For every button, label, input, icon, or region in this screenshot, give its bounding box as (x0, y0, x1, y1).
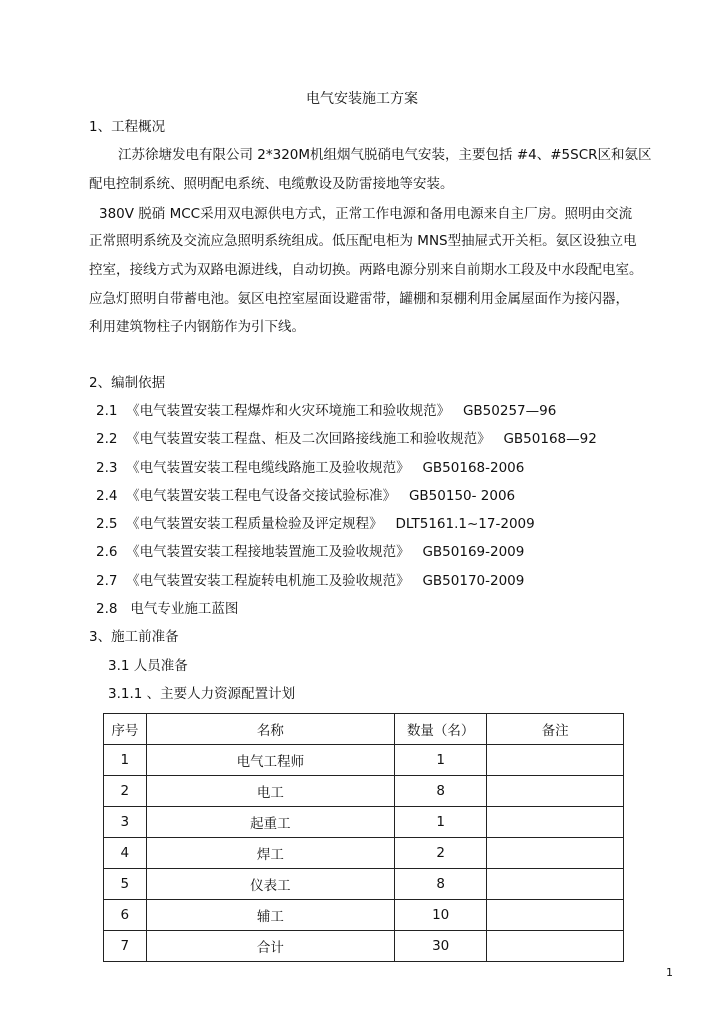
table-row (104, 900, 624, 931)
standard-name: 《电气装置安装工程电缆线路施工及验收规范》 (126, 460, 410, 476)
cell-quantity: 30 (394, 931, 486, 962)
standard-number: 2.1 (96, 403, 118, 419)
table-row (104, 931, 624, 962)
overview-paragraph-1-line-2: 配电控制系统、照明配电系统、电缆敷设及防雷接地等安装。 (89, 176, 454, 192)
subsection-3-1-heading: 3.1 人员准备 (108, 658, 188, 674)
standard-name: 《电气装置安装工程旋转电机施工及验收规范》 (126, 573, 410, 589)
standard-number: 2.3 (96, 460, 118, 476)
standard-number: 2.8 (96, 601, 118, 617)
standard-code: GB50168-2006 (422, 460, 525, 476)
cell-name: 电工 (146, 776, 394, 807)
standard-code: GB50170-2009 (422, 573, 525, 589)
standard-item (96, 572, 524, 590)
standard-item (96, 487, 515, 505)
cell-remarks (487, 807, 624, 838)
table-row (104, 745, 624, 776)
cell-remarks (487, 931, 624, 962)
column-header-seq: 序号 (104, 714, 147, 745)
document-title: 电气安装施工方案 (306, 91, 418, 107)
cell-name: 起重工 (146, 807, 394, 838)
cell-name: 合计 (146, 931, 394, 962)
table-row (104, 776, 624, 807)
cell-quantity: 2 (394, 838, 486, 869)
overview-paragraph-2-line-3: 控室，接线方式为双路电源进线，自动切换。两路电源分别来自前期水工段及中水段配电室。 (89, 262, 643, 278)
standard-code: GB50169-2009 (422, 544, 525, 560)
standard-code: DLT5161.1~17-2009 (395, 516, 535, 532)
standard-number: 2.5 (96, 516, 118, 532)
cell-quantity: 1 (394, 807, 486, 838)
cell-quantity: 10 (394, 900, 486, 931)
standard-item (96, 402, 556, 420)
standard-number: 2.4 (96, 488, 118, 504)
cell-name: 辅工 (146, 900, 394, 931)
cell-remarks (487, 900, 624, 931)
column-header-name: 名称 (146, 714, 394, 745)
standard-name: 《电气装置安装工程盘、柜及二次回路接线施工和验收规范》 (126, 431, 491, 447)
standard-number: 2.6 (96, 544, 118, 560)
column-header-remarks: 备注 (487, 714, 624, 745)
standard-item (96, 600, 238, 618)
standard-item (96, 459, 524, 477)
cell-remarks (487, 838, 624, 869)
page-number: 1 (666, 966, 673, 979)
table-header-row (104, 714, 624, 745)
cell-quantity: 8 (394, 776, 486, 807)
standard-code: GB50257—96 (462, 403, 557, 419)
cell-name: 电气工程师 (146, 745, 394, 776)
standard-name: 《电气装置安装工程电气设备交接试验标准》 (126, 488, 397, 504)
subsection-3-1-1-heading: 3.1.1 、主要人力资源配置计划 (108, 686, 296, 702)
overview-paragraph-1-line-1: 江苏徐塘发电有限公司 2*320M机组烟气脱硝电气安装，主要包括 #4、#5SCR区和氨区 (118, 147, 652, 163)
section-2-heading: 2、编制依据 (89, 375, 166, 391)
cell-seq: 2 (104, 776, 147, 807)
cell-seq: 7 (104, 931, 147, 962)
standard-name: 电气专业施工蓝图 (130, 601, 239, 617)
cell-seq: 4 (104, 838, 147, 869)
cell-remarks (487, 745, 624, 776)
cell-quantity: 8 (394, 869, 486, 900)
overview-paragraph-2-line-4: 应急灯照明自带蓄电池。氨区电控室屋面设避雷带，罐棚和泵棚利用金属屋面作为接闪器， (89, 291, 629, 307)
cell-remarks (487, 776, 624, 807)
standard-number: 2.7 (96, 573, 118, 589)
standard-item (96, 430, 597, 448)
cell-name: 焊工 (146, 838, 394, 869)
overview-paragraph-2-line-2: 正常照明系统及交流应急照明系统组成。低压配电柜为 MNS型抽屉式开关柜。氨区设独立电 (89, 233, 637, 249)
standard-item (96, 515, 535, 533)
table-row (104, 869, 624, 900)
standard-name: 《电气装置安装工程质量检验及评定规程》 (126, 516, 383, 532)
cell-seq: 6 (104, 900, 147, 931)
standard-name: 《电气装置安装工程接地装置施工及验收规范》 (126, 544, 410, 560)
cell-seq: 3 (104, 807, 147, 838)
cell-remarks (487, 869, 624, 900)
table-row (104, 838, 624, 869)
cell-quantity: 1 (394, 745, 486, 776)
overview-paragraph-2-line-5: 利用建筑物柱子内钢筋作为引下线。 (89, 319, 305, 335)
staffing-plan-table (103, 713, 624, 962)
column-header-quantity: 数量（名） (394, 714, 486, 745)
cell-seq: 5 (104, 869, 147, 900)
standard-name: 《电气装置安装工程爆炸和火灾环境施工和验收规范》 (126, 403, 451, 419)
cell-name: 仪表工 (146, 869, 394, 900)
standard-code: GB50168—92 (503, 431, 597, 447)
section-3-heading: 3、施工前准备 (89, 629, 179, 645)
standard-item (96, 543, 524, 561)
standard-code: GB50150- 2006 (408, 488, 516, 504)
table-row (104, 807, 624, 838)
overview-paragraph-2-line-1: 380V 脱硝 MCC采用双电源供电方式，正常工作电源和备用电源来自主厂房。照明由交流 (99, 206, 633, 222)
section-1-heading: 1、工程概况 (89, 119, 166, 135)
standard-number: 2.2 (96, 431, 118, 447)
cell-seq: 1 (104, 745, 147, 776)
